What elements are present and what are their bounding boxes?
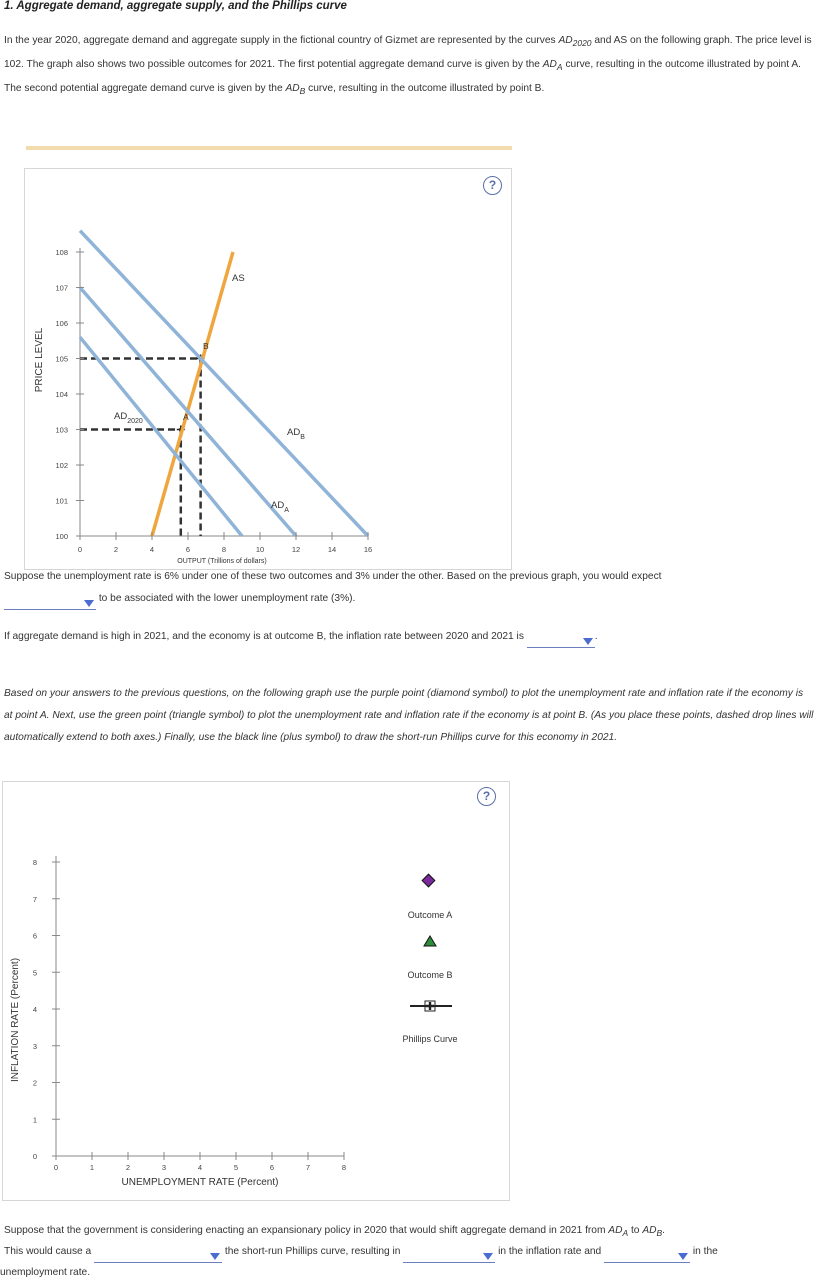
ad-as-chart <box>0 0 814 600</box>
q4-inflation-dropdown[interactable] <box>403 1249 495 1263</box>
x-tick-label: 0 <box>77 545 83 554</box>
q2-text-2: to be associated with the lower unemployment rate (3%). <box>98 593 356 604</box>
y-tick-label: 106 <box>55 319 68 328</box>
y-tick-label: 3 <box>32 1041 37 1051</box>
phillips-axes <box>56 856 344 1156</box>
x-tick-label: 3 <box>161 1163 167 1172</box>
q4-dot: . <box>662 1225 665 1236</box>
output-axis-label: OUTPUT (Trillions of dollars) <box>177 558 267 565</box>
ad-as-ticks <box>55 248 372 554</box>
q4-text-2c: in the inflation rate and <box>498 1246 602 1257</box>
q4-text-2d: in the <box>692 1246 718 1257</box>
phillips-chart <box>0 780 814 1210</box>
outcome-b-label: Outcome B <box>407 970 453 980</box>
intro-text-1: In the year 2020, aggregate demand and aggregate supply in the fictional country of Gizmet are represented by the curves <box>4 35 556 46</box>
x-tick-label: 6 <box>185 545 191 554</box>
point-b-label: B <box>203 341 209 351</box>
as-curve-label: AS <box>232 273 245 284</box>
q3-text-2: . <box>594 631 598 642</box>
phillips-curve-label: Phillips Curve <box>402 1034 458 1044</box>
q4-unemployment-dropdown[interactable] <box>604 1249 690 1263</box>
y-tick-label: 105 <box>55 354 68 364</box>
x-tick-label: 6 <box>269 1163 275 1172</box>
chevron-down-icon <box>678 1253 688 1260</box>
x-tick-label: 0 <box>53 1163 59 1172</box>
intro-adb-sub: B <box>299 86 306 97</box>
q4-text-1: Suppose that the government is considering enacting an expansionary policy in 2020 that would shift aggregate demand in 2021 from <box>4 1225 606 1236</box>
intro-ada-sub: A <box>556 62 563 73</box>
q4-to-word: to <box>630 1225 640 1236</box>
outcome-b-tool[interactable] <box>407 936 452 980</box>
ada-label-sub: A <box>284 507 289 514</box>
intro-text-4: curve, resulting in the outcome illustrated by point B. <box>308 83 545 95</box>
ad2020-curve-label <box>114 411 143 425</box>
chevron-down-icon <box>483 1253 493 1260</box>
outcome-a-tool[interactable] <box>408 874 453 920</box>
triangle-icon <box>424 936 436 946</box>
y-tick-label: 101 <box>55 496 68 506</box>
q4-text-2b: the short-run Phillips curve, resulting in <box>224 1246 401 1257</box>
x-tick-label: 14 <box>327 545 337 554</box>
q3-dropdown[interactable] <box>527 634 595 648</box>
phillips-ticks <box>33 858 346 1172</box>
q4-shift-dropdown[interactable] <box>94 1249 222 1263</box>
x-tick-label: 4 <box>197 1163 203 1172</box>
q4-to-ad: AD <box>642 1225 657 1236</box>
intro-text-3: curve, resulting in the outcome illustrated by point A. The second potential aggregate demand curve is given by the <box>4 59 802 95</box>
chevron-down-icon <box>84 600 94 607</box>
y-tick-label: 104 <box>55 390 68 399</box>
x-tick-label: 2 <box>113 545 119 554</box>
diamond-icon <box>422 874 435 887</box>
intro-ad2020-sub: 2020 <box>572 38 592 49</box>
q4-line-3: unemployment rate. <box>0 1267 91 1278</box>
x-tick-label: 2 <box>125 1163 131 1172</box>
ad-as-curves <box>80 231 368 536</box>
phillips-curve-tool[interactable] <box>402 1001 457 1044</box>
q4-to-sub: B <box>656 1228 663 1239</box>
adb-label-sub: B <box>300 434 305 441</box>
intro-ad2020: AD <box>558 35 573 46</box>
x-tick-label: 1 <box>89 1163 95 1172</box>
y-tick-label: 8 <box>32 858 37 867</box>
y-tick-label: 7 <box>32 894 37 904</box>
plus-icon <box>426 1002 434 1010</box>
adb-curve-label <box>287 427 305 441</box>
unemployment-axis-label: UNEMPLOYMENT RATE (Percent) <box>121 1177 279 1188</box>
q4-from-sub: A <box>622 1228 629 1239</box>
x-tick-label: 16 <box>363 545 373 554</box>
q2-text <box>4 566 812 588</box>
intro-adb: AD <box>285 83 300 95</box>
q4-line-2 <box>4 1241 812 1263</box>
x-tick-label: 5 <box>233 1163 239 1172</box>
y-tick-label: 4 <box>32 1005 37 1014</box>
help-icon[interactable]: ? <box>477 787 496 806</box>
x-tick-label: 8 <box>341 1163 347 1172</box>
adb-label-main: AD <box>287 427 301 438</box>
price-level-axis-label: PRICE LEVEL <box>34 327 45 393</box>
y-tick-label: 5 <box>32 968 37 978</box>
intro-text-2: and AS on the following graph. The price level is 102. The graph also shows two possible outcomes for 2021. The first potential aggregate demand curve is given by the <box>4 35 812 71</box>
ad2020-label-sub: 2020 <box>127 418 143 425</box>
adb-curve <box>80 231 368 536</box>
ad-as-droplines <box>80 355 205 537</box>
point-a-label: A <box>183 412 189 422</box>
q2-text-1: Suppose the unemployment rate is 6% under one of these two outcomes and 3% under the other. Based on the previous graph, you would expect <box>4 571 662 582</box>
inflation-axis-label: INFLATION RATE (Percent) <box>10 957 21 1083</box>
x-tick-label: 4 <box>149 545 155 554</box>
x-tick-label: 8 <box>221 545 227 554</box>
question-title: 1. Aggregate demand, aggregate supply, and the Phillips curve <box>4 0 347 12</box>
q4-from-ad: AD <box>608 1225 623 1236</box>
outcome-a-label: Outcome A <box>407 910 453 920</box>
y-tick-label: 100 <box>55 532 68 541</box>
instructions-text: Based on your answers to the previous questions, on the following graph use the purple point (diamond symbol) to plot the unemployment rate and inflation rate if the economy is at point A. Next, use the green point (triangle symbol) to plot the unemployment rate and inflation rate if the economy is at point B. (As you place these points, dashed drop lines will automatically extend to both axes.) Finally, use the black line (plus symbol) to draw the short-run Phillips curve for this economy in 2021. <box>4 688 814 743</box>
help-icon[interactable]: ? <box>483 176 502 195</box>
ada-label-main: AD <box>271 500 285 511</box>
as-curve <box>152 252 233 536</box>
y-tick-label: 2 <box>32 1078 37 1088</box>
y-tick-label: 1 <box>32 1115 37 1125</box>
intro-ada: AD <box>542 59 557 71</box>
q2-dropdown[interactable] <box>4 596 96 610</box>
y-tick-label: 0 <box>32 1152 37 1161</box>
chevron-down-icon <box>210 1253 220 1260</box>
y-tick-label: 102 <box>55 461 68 470</box>
ad2020-label-main: AD <box>114 411 128 422</box>
q4-text-2a: This would cause a <box>4 1246 92 1257</box>
chevron-down-icon <box>583 638 593 645</box>
x-tick-label: 10 <box>255 545 265 554</box>
q3-text <box>4 626 812 648</box>
q2-line-2 <box>4 588 812 610</box>
y-tick-label: 103 <box>55 425 68 435</box>
x-tick-label: 12 <box>291 545 301 554</box>
y-tick-label: 108 <box>55 248 68 257</box>
y-tick-label: 6 <box>32 931 37 941</box>
y-tick-label: 107 <box>55 283 68 293</box>
x-tick-label: 7 <box>305 1163 311 1172</box>
q3-text-1: If aggregate demand is high in 2021, and the economy is at outcome B, the inflation rate between 2020 and 2021 is <box>4 631 524 642</box>
